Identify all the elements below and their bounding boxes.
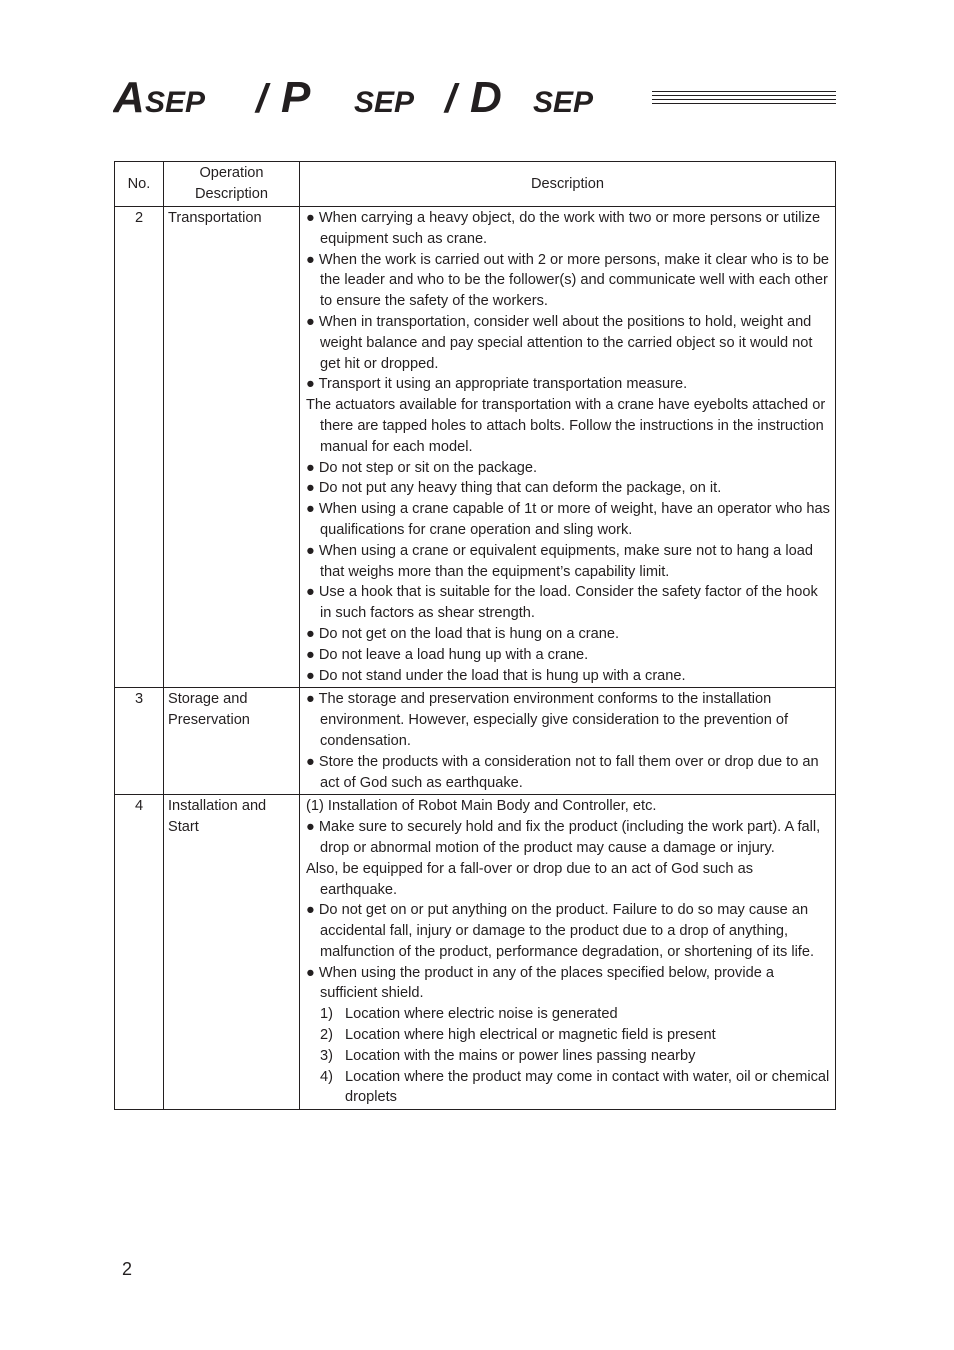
item-text: Location with the mains or power lines passing nearby <box>345 1047 696 1064</box>
paragraph: The actuators available for transportation with a crane have eyebolts attached or there are tapped holes to attach bolts. Follow the instructions in the instruction manual for each model. <box>306 397 826 455</box>
header-operation: Operation Description <box>164 162 300 207</box>
bullet-item: ● When the work is carried out with 2 or more persons, make it clear who is to be the leader and who to be the follower(s) and communicate well with each other to ensure the safety of the workers. <box>306 251 830 310</box>
logo-slash-2: / <box>445 77 457 116</box>
logo-letter-p: P <box>281 74 311 116</box>
numbered-item <box>306 1004 831 1025</box>
rule-line <box>652 91 836 92</box>
operation-table <box>114 161 836 1110</box>
row-number: 2 <box>115 207 164 688</box>
logo-sep-2: SEP <box>354 86 415 116</box>
logo-letter-a: A <box>113 74 145 116</box>
bullet-item: ● Make sure to securely hold and fix the product (including the work part). A fall, drop or abnormal motion of the product may cause a damage or injury. <box>306 819 821 856</box>
row-number: 3 <box>115 688 164 795</box>
logo-rule-lines <box>652 91 836 111</box>
rule-line <box>652 103 836 104</box>
page-number: 2 <box>122 1259 133 1279</box>
bullet-item: ● Do not get on or put anything on the product. Failure to do so may cause an accidental fall, injury or damage to the product due to a drop of anything, malfunction of the product, performance degradation, or shortening of its life. <box>306 902 815 960</box>
item-number: 2) <box>320 1027 333 1044</box>
logo-sep-1: SEP <box>145 86 206 116</box>
logo-letter-d: D <box>470 74 502 116</box>
description-cell <box>300 207 836 688</box>
bullet-item: ● Do not put any heavy thing that can deform the package, on it. <box>306 480 722 497</box>
paragraph: (1) Installation of Robot Main Body and Controller, etc. <box>306 798 657 815</box>
bullet-item: ● When using a crane or equivalent equipments, make sure not to hang a load that weighs more than the equipment’s capability limit. <box>306 542 813 580</box>
header-no: No. <box>115 162 164 207</box>
bullet-item: ● Store the products with a consideration not to fall them over or drop due to an act of God such as earthquake. <box>306 753 819 791</box>
product-logo <box>113 74 653 116</box>
rule-line <box>652 99 836 100</box>
bullet-item: ● When in transportation, consider well about the positions to hold, weight and weight balance and pay special attention to the carried object so it would not get hit or dropped. <box>306 313 813 372</box>
bullet-item: ● Transport it using an appropriate transportation measure. <box>306 376 688 393</box>
bullet-item: ● Do not leave a load hung up with a crane. <box>306 646 589 663</box>
bullet-item: ● When using a crane capable of 1t or more of weight, have an operator who has qualifications for crane operation and sling work. <box>306 501 830 538</box>
row-number: 4 <box>115 795 164 1110</box>
description-cell <box>300 795 836 1110</box>
table-row <box>115 688 836 795</box>
bullet-item: ● Do not stand under the load that is hung up with a crane. <box>306 667 686 684</box>
item-number: 4) <box>320 1068 333 1085</box>
bullet-item: ● When carrying a heavy object, do the work with two or more persons or utilize equipment such as crane. <box>306 210 821 247</box>
table-row <box>115 207 836 688</box>
item-number: 3) <box>320 1047 333 1064</box>
table-header-row <box>115 162 836 207</box>
bullet-item: ● Use a hook that is suitable for the load. Consider the safety factor of the hook in such factors as shear strength. <box>306 584 818 622</box>
description-cell <box>300 688 836 795</box>
header-description: Description <box>300 162 836 207</box>
numbered-item <box>306 1067 831 1109</box>
item-text: Location where the product may come in contact with water, oil or chemical droplets <box>345 1068 830 1106</box>
operation-name: Transportation <box>164 207 300 688</box>
logo-sep-3: SEP <box>533 86 594 116</box>
bullet-item: ● Do not get on the load that is hung on a crane. <box>306 625 620 642</box>
item-text: Location where electric noise is generated <box>345 1006 618 1023</box>
paragraph: Also, be equipped for a fall-over or drop due to an act of God such as earthquake. <box>306 860 754 898</box>
table-row <box>115 795 836 1110</box>
rule-line <box>652 95 836 96</box>
item-text: Location where high electrical or magnetic field is present <box>345 1027 716 1044</box>
operation-name: Installation and Start <box>164 795 300 1110</box>
bullet-item: ● Do not step or sit on the package. <box>306 459 538 476</box>
bullet-item: ● The storage and preservation environment conforms to the installation environment. However, especially give consideration to the prevention of condensation. <box>306 691 789 749</box>
operation-name: Storage and Preservation <box>164 688 300 795</box>
logo-slash-1: / <box>256 77 268 116</box>
bullet-item: ● When using the product in any of the places specified below, provide a sufficient shield. <box>306 964 774 1002</box>
numbered-item <box>306 1025 831 1046</box>
numbered-item <box>306 1046 831 1067</box>
item-number: 1) <box>320 1006 333 1023</box>
